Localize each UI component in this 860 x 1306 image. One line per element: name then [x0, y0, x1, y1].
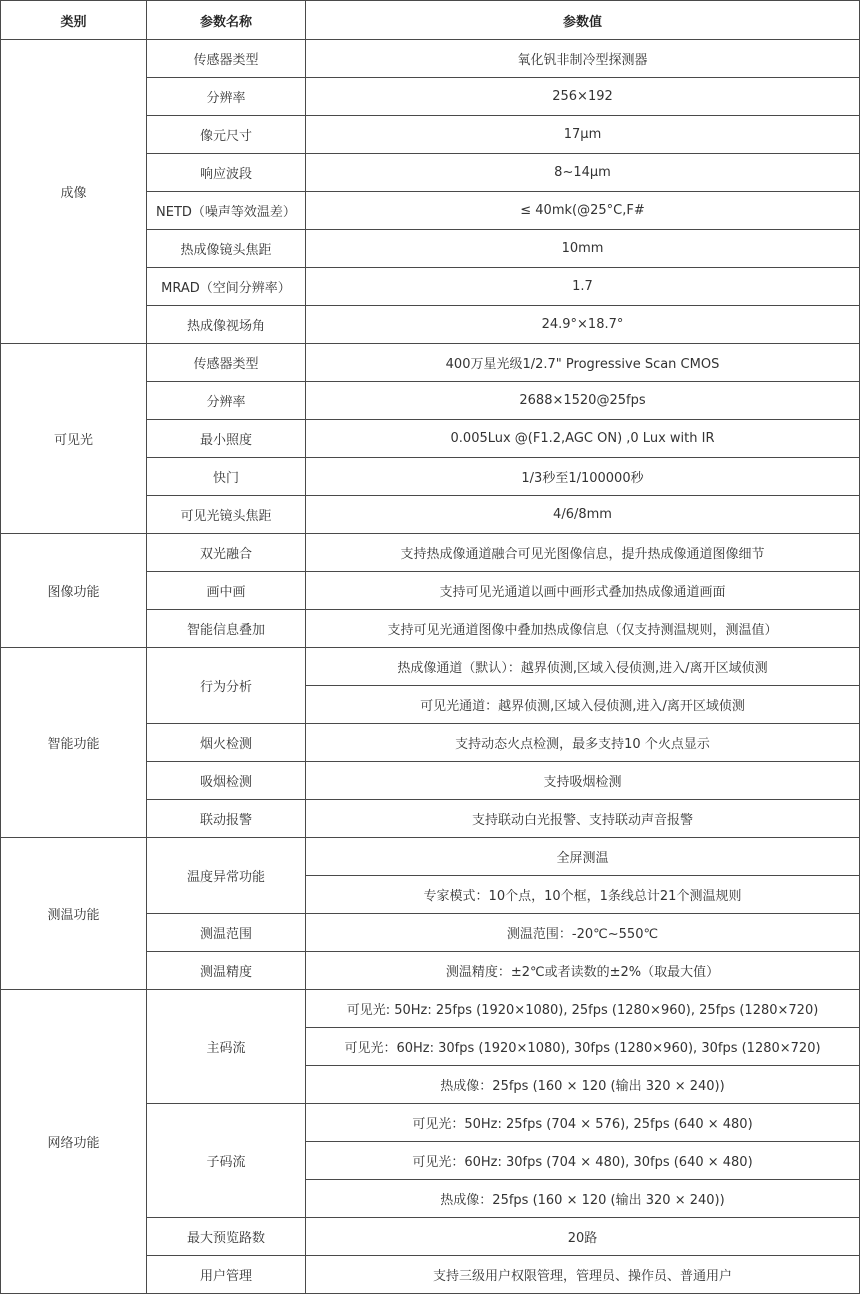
- param-name-cell: 分辨率: [147, 78, 306, 116]
- param-name-cell: MRAD（空间分辨率）: [147, 268, 306, 306]
- category-cell: 测温功能: [1, 838, 147, 990]
- param-value-cell: 8~14μm: [306, 154, 860, 192]
- param-value-cell: 支持吸烟检测: [306, 762, 860, 800]
- param-value-cell: 可见光：60Hz: 30fps (1920×1080), 30fps (1280×960), 30fps (1280×720): [306, 1028, 860, 1066]
- spec-body: [1, 40, 860, 1294]
- param-value-cell: 测温范围：-20℃~550℃: [306, 914, 860, 952]
- param-name-cell: 传感器类型: [147, 344, 306, 382]
- param-value-cell: 支持动态火点检测，最多支持10 个火点显示: [306, 724, 860, 762]
- category-cell: 网络功能: [1, 990, 147, 1294]
- param-value-cell: 支持可见光通道图像中叠加热成像信息（仅支持测温规则，测温值）: [306, 610, 860, 648]
- param-value-cell: 可见光通道：越界侦测,区域入侵侦测,进入/离开区域侦测: [306, 686, 860, 724]
- param-value-cell: 1.7: [306, 268, 860, 306]
- header-param-name: 参数名称: [147, 1, 306, 40]
- param-name-cell: 测温范围: [147, 914, 306, 952]
- param-name-cell: 快门: [147, 458, 306, 496]
- header-param-value: 参数值: [306, 1, 860, 40]
- param-name-cell: 测温精度: [147, 952, 306, 990]
- param-value-cell: 热成像：25fps (160 × 120 (输出 320 × 240)): [306, 1066, 860, 1104]
- param-value-cell: 专家模式：10个点，10个框，1条线总计21个测温规则: [306, 876, 860, 914]
- param-name-cell: NETD（噪声等效温差）: [147, 192, 306, 230]
- param-value-cell: 热成像通道（默认）：越界侦测,区域入侵侦测,进入/离开区域侦测: [306, 648, 860, 686]
- param-value-cell: 全屏测温: [306, 838, 860, 876]
- param-value-cell: 可见光：60Hz: 30fps (704 × 480), 30fps (640 × 480): [306, 1142, 860, 1180]
- param-value-cell: 可见光: 50Hz: 25fps (1920×1080), 25fps (1280×960), 25fps (1280×720): [306, 990, 860, 1028]
- param-name-cell: 最小照度: [147, 420, 306, 458]
- param-name-cell: 可见光镜头焦距: [147, 496, 306, 534]
- param-value-cell: 测温精度：±2℃或者读数的±2%（取最大值）: [306, 952, 860, 990]
- param-name-cell: 智能信息叠加: [147, 610, 306, 648]
- param-value-cell: 24.9°×18.7°: [306, 306, 860, 344]
- table-row: [1, 40, 860, 78]
- param-name-cell: 热成像视场角: [147, 306, 306, 344]
- param-value-cell: 支持联动白光报警、支持联动声音报警: [306, 800, 860, 838]
- table-row: [1, 534, 860, 572]
- param-value-cell: 20路: [306, 1218, 860, 1256]
- param-name-cell: 传感器类型: [147, 40, 306, 78]
- category-cell: 可见光: [1, 344, 147, 534]
- table-row: [1, 344, 860, 382]
- param-value-cell: 256×192: [306, 78, 860, 116]
- param-name-cell: 联动报警: [147, 800, 306, 838]
- param-value-cell: 热成像：25fps (160 × 120 (输出 320 × 240)): [306, 1180, 860, 1218]
- param-value-cell: 氧化钒非制冷型探测器: [306, 40, 860, 78]
- param-value-cell: 支持可见光通道以画中画形式叠加热成像通道画面: [306, 572, 860, 610]
- param-name-cell: 子码流: [147, 1104, 306, 1218]
- param-value-cell: 2688×1520@25fps: [306, 382, 860, 420]
- param-value-cell: 支持三级用户权限管理，管理员、操作员、普通用户: [306, 1256, 860, 1294]
- category-cell: 智能功能: [1, 648, 147, 838]
- param-value-cell: 400万星光级1/2.7" Progressive Scan CMOS: [306, 344, 860, 382]
- param-name-cell: 最大预览路数: [147, 1218, 306, 1256]
- table-row: [1, 648, 860, 686]
- category-cell: 成像: [1, 40, 147, 344]
- param-value-cell: 可见光：50Hz: 25fps (704 × 576), 25fps (640 × 480): [306, 1104, 860, 1142]
- table-row: [1, 838, 860, 876]
- table-row: [1, 990, 860, 1028]
- param-value-cell: 1/3秒至1/100000秒: [306, 458, 860, 496]
- param-name-cell: 行为分析: [147, 648, 306, 724]
- param-value-cell: 17μm: [306, 116, 860, 154]
- param-value-cell: 4/6/8mm: [306, 496, 860, 534]
- param-value-cell: 支持热成像通道融合可见光图像信息，提升热成像通道图像细节: [306, 534, 860, 572]
- param-name-cell: 热成像镜头焦距: [147, 230, 306, 268]
- param-name-cell: 画中画: [147, 572, 306, 610]
- header-category: 类别: [1, 1, 147, 40]
- param-name-cell: 分辨率: [147, 382, 306, 420]
- header-row: [1, 1, 860, 40]
- param-name-cell: 主码流: [147, 990, 306, 1104]
- param-name-cell: 响应波段: [147, 154, 306, 192]
- param-name-cell: 双光融合: [147, 534, 306, 572]
- param-value-cell: ≤ 40mk(@25°C,F#: [306, 192, 860, 230]
- param-name-cell: 烟火检测: [147, 724, 306, 762]
- param-value-cell: 10mm: [306, 230, 860, 268]
- param-value-cell: 0.005Lux @(F1.2,AGC ON) ,0 Lux with IR: [306, 420, 860, 458]
- param-name-cell: 吸烟检测: [147, 762, 306, 800]
- param-name-cell: 像元尺寸: [147, 116, 306, 154]
- param-name-cell: 温度异常功能: [147, 838, 306, 914]
- param-name-cell: 用户管理: [147, 1256, 306, 1294]
- category-cell: 图像功能: [1, 534, 147, 648]
